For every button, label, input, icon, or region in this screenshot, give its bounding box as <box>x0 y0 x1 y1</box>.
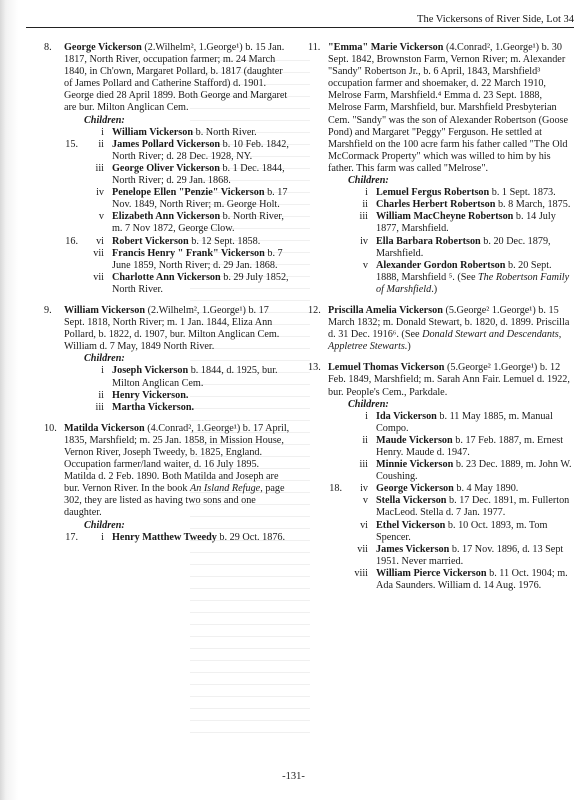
child-text <box>112 187 292 211</box>
child-details: b. 10 Oct. 1893, m. Tom Spencer. <box>376 519 548 543</box>
child-name: Minnie Vickerson <box>376 459 454 471</box>
person-name: "Emma" Marie Vickerson <box>328 42 444 53</box>
child-row <box>64 390 292 402</box>
child-ref-number <box>328 568 342 592</box>
header-title: The Vickersons of River Side, Lot 34 <box>417 14 574 25</box>
entry-text-cont: ) <box>407 341 411 353</box>
child-details: b. 23 Dec. 1889, m. John W. Coushing. <box>376 459 572 483</box>
genealogy-entry <box>44 42 292 296</box>
child-details: b. 1844, d. 1925, bur. Milton Anglican Cem. <box>112 365 278 389</box>
child-row <box>64 272 292 296</box>
child-details: b. 7 June 1859, North River; d. 29 Jan. 1868. <box>112 247 283 271</box>
child-ref-number <box>328 520 342 544</box>
child-ref-number: 16. <box>65 235 78 247</box>
child-roman-numeral: iii <box>359 459 368 471</box>
entry-text: (2.Wilhelm², 1.George¹) b. 15 Jan. 1817, North River, occupation farmer; m. 24 March 1840, in Ch'own, Margaret Pollard, b. 1817 (daughter of James Pollard and Catherine Stafford) d. 1901. George died 28 April 1899. Both George and Margaret are bur. Milton Anglican Cem. <box>64 42 288 114</box>
child-ref-number <box>328 199 342 211</box>
child-text <box>376 544 572 568</box>
child-roman-numeral: v <box>98 211 104 223</box>
entry-body <box>64 423 292 544</box>
children-label: Children: <box>348 175 389 187</box>
child-name: William Vickerson <box>112 126 194 138</box>
entry-body <box>328 305 572 353</box>
child-text <box>112 402 292 414</box>
child-ref-number <box>328 211 342 235</box>
child-details: b. 20 Dec. 1879, Marshfield. <box>376 235 551 259</box>
child-text <box>376 236 572 260</box>
child-roman-numeral: i <box>101 365 104 377</box>
child-details: b. 4 May 1890. <box>453 483 519 495</box>
entry-text-cont: , page 302, they are listed as having two sons and one daughter. <box>64 483 285 519</box>
child-name: Henry Matthew Tweedy <box>112 531 217 543</box>
child-row <box>64 236 292 248</box>
book-title: The Robertson Family of Marshfield <box>376 271 570 295</box>
child-roman-numeral: iii <box>95 162 104 174</box>
child-text <box>376 211 572 235</box>
child-name: Martha Vickerson. <box>112 401 195 413</box>
person-name: Lemuel Thomas Vickerson <box>328 362 445 374</box>
children-label: Children: <box>84 114 125 126</box>
child-ref-number <box>328 236 342 260</box>
person-name: William Vickerson <box>64 304 146 316</box>
child-name: James Pollard Vickerson <box>112 138 221 150</box>
child-name: Charles Herbert Robertson <box>376 199 496 211</box>
child-row <box>328 211 572 235</box>
entry-number: 13. <box>308 362 321 374</box>
child-name: Robert Vickerson <box>112 235 189 247</box>
child-details: b. 29 July 1852, North River. <box>112 271 289 295</box>
child-text <box>376 483 572 495</box>
entry-number: 8. <box>44 42 52 53</box>
child-roman-numeral: ii <box>362 199 368 211</box>
child-name: William Pierce Vickerson <box>376 567 487 579</box>
child-ref-number <box>64 272 78 296</box>
child-ref-number: 17. <box>65 531 78 543</box>
child-roman-numeral: vii <box>93 271 104 283</box>
child-details: b. 14 July 1877, Marshfield. <box>376 211 556 235</box>
child-row <box>64 127 292 139</box>
child-name: Alexander Gordon Robertson <box>376 259 506 271</box>
child-ref-number <box>328 495 342 519</box>
child-name: Ella Barbara Robertson <box>376 235 481 247</box>
entry-text: (2.Wilhelm², 1.George¹) b. 17 Sept. 1818, North River; m. 1 Jan. 1844, Eliza Ann Pollard, b. 1822, d. 1907, bur. Milton Anglican Cem. William d. 7 May, 1849 North River. <box>64 304 280 353</box>
child-details: b. 29 Oct. 1876. <box>216 531 286 543</box>
child-row <box>64 248 292 272</box>
child-row <box>64 365 292 389</box>
entry-text: (5.George² 1.George¹) b. 12 Feb. 1849, Marshfield; m. Sarah Ann Fair. Lemuel d. 1922, bur. People's Cem., Parkdale. <box>328 362 570 398</box>
child-text <box>112 211 292 235</box>
child-text <box>376 187 572 199</box>
child-ref-number <box>64 365 78 389</box>
entry-number: 10. <box>44 422 57 434</box>
child-row <box>64 532 292 544</box>
child-row <box>64 139 292 163</box>
child-details: b. 17 Feb. 1887, m. Ernest Henry. Maude d. 1947. <box>376 434 564 458</box>
child-ref-number: 18. <box>329 483 342 495</box>
child-name: William MacCheyne Robertson <box>376 211 514 223</box>
child-text <box>112 139 292 163</box>
child-roman-numeral: i <box>365 410 368 422</box>
child-details: b. 8 March, 1875. <box>495 199 571 211</box>
child-name: Ethel Vickerson <box>376 519 446 531</box>
right-column <box>308 42 572 592</box>
entry-number: 9. <box>44 304 52 316</box>
entry-body <box>64 42 292 296</box>
child-text <box>376 520 572 544</box>
entry-body <box>328 362 572 592</box>
children-label: Children: <box>84 353 125 365</box>
child-row <box>328 495 572 519</box>
entry-number: 11. <box>308 42 321 53</box>
child-ref-number <box>64 390 78 402</box>
child-roman-numeral: v <box>362 495 368 507</box>
child-text <box>112 236 292 248</box>
child-row <box>64 187 292 211</box>
child-row <box>328 260 572 296</box>
entry-body <box>64 305 292 414</box>
book-title: Donald Stewart and Descendants, Appletree Stewarts. <box>328 329 562 353</box>
child-text <box>112 365 292 389</box>
child-name: Ida Vickerson <box>376 410 437 422</box>
child-name: Penelope Ellen "Penzie" Vickerson <box>112 187 265 199</box>
child-roman-numeral: iv <box>360 483 368 495</box>
child-row <box>64 211 292 235</box>
child-details: b. 17 Nov. 1849, North River; m. George Holt. <box>112 187 288 211</box>
child-roman-numeral: vii <box>357 543 368 555</box>
child-name: Joseph Vickerson <box>112 365 189 377</box>
child-ref-number <box>328 260 342 296</box>
child-roman-numeral: v <box>362 259 368 271</box>
child-name: George Oliver Vickerson <box>112 162 220 174</box>
child-name: Lemuel Fergus Robertson <box>376 187 490 199</box>
child-name: Maude Vickerson <box>376 434 453 446</box>
child-roman-numeral: iv <box>96 187 104 199</box>
child-name: George Vickerson <box>376 483 454 495</box>
child-row <box>328 435 572 459</box>
child-details: b. 17 Dec. 1891, m. Fullerton MacLeod. Stella d. 7 Jan. 1977. <box>376 495 570 519</box>
child-ref-number <box>64 248 78 272</box>
entry-text: (4.Conrad², 1.George¹) b. 17 April, 1835, Marshfield; m. 25 Jan. 1858, in Mission House, Vernon River, Joseph Tweedy, b. 1825, England. Occupation farmer/land waiter, d. 16 July 1895. Matilda d. 2 Feb. 1890. Both Matilda and Joseph are bur. Vernon River. In the book <box>64 422 290 495</box>
child-details: b. 11 May 1885, m. Manual Compo. <box>376 410 553 434</box>
child-details: b. 17 Nov. 1896, d. 13 Sept 1951. Never married. <box>376 543 564 567</box>
child-ref-number <box>328 411 342 435</box>
genealogy-entry <box>308 362 572 592</box>
child-ref-number <box>64 211 78 235</box>
child-roman-numeral: ii <box>362 434 368 446</box>
child-ref-number <box>64 163 78 187</box>
child-text <box>376 435 572 459</box>
child-ref-number <box>64 187 78 211</box>
child-ref-number <box>328 187 342 199</box>
child-roman-numeral: iv <box>360 235 368 247</box>
child-name: Elizabeth Ann Vickerson <box>112 211 221 223</box>
child-row <box>64 163 292 187</box>
child-ref-number <box>328 544 342 568</box>
child-details: b. 11 Oct. 1904; m. Ada Saunders. William d. 14 Aug. 1976. <box>376 567 568 592</box>
child-text <box>112 127 292 139</box>
child-roman-numeral: iii <box>95 401 104 413</box>
child-row <box>328 568 572 592</box>
child-text <box>376 260 572 296</box>
child-text <box>112 248 292 272</box>
child-name: Francis Henry " Frank" Vickerson <box>112 247 265 259</box>
children-label: Children: <box>84 519 125 531</box>
child-row <box>328 236 572 260</box>
child-text <box>112 532 292 544</box>
child-roman-numeral: vi <box>360 519 368 531</box>
child-name: Charlotte Ann Vickerson <box>112 271 221 283</box>
child-name: Stella Vickerson <box>376 495 447 507</box>
child-details: b. 1 Sept. 1873. <box>489 187 556 199</box>
child-roman-numeral: viii <box>354 567 368 579</box>
child-details-cont: .) <box>431 283 438 295</box>
child-roman-numeral: vi <box>96 235 104 247</box>
child-details: b. 1 Dec. 1844, North River; d. 29 Jan. 1868. <box>112 162 285 187</box>
entry-body <box>328 42 572 296</box>
child-ref-number <box>328 459 342 483</box>
child-row <box>328 187 572 199</box>
child-row <box>328 544 572 568</box>
child-text <box>376 495 572 519</box>
child-details: b. 20 Sept. 1888, Marshfield ⁵. (See <box>376 259 552 283</box>
child-text <box>376 459 572 483</box>
child-text <box>376 411 572 435</box>
entry-text: (5.George² 1.George¹) b. 15 March 1832; m. Donald Stewart, b. 1820, d. 1899. Priscilla d. 31 Dec. 1916⁶. (See <box>328 304 570 341</box>
page-header <box>26 14 574 28</box>
child-roman-numeral: ii <box>98 389 104 401</box>
page-number: -131- <box>282 771 305 782</box>
genealogy-entry <box>308 305 572 353</box>
child-ref-number: 15. <box>65 138 78 150</box>
child-text <box>376 199 572 211</box>
child-roman-numeral: vii <box>93 247 104 259</box>
genealogy-entry <box>44 305 292 414</box>
child-row <box>64 402 292 414</box>
child-ref-number <box>64 402 78 414</box>
child-roman-numeral: ii <box>98 138 104 150</box>
child-text <box>376 568 572 592</box>
children-label: Children: <box>348 398 389 410</box>
child-details: b. North River. <box>193 126 257 138</box>
person-name: George Vickerson <box>64 42 142 53</box>
child-ref-number <box>328 435 342 459</box>
book-title: An Island Refuge <box>190 483 261 495</box>
child-roman-numeral: iii <box>359 211 368 223</box>
person-name: Matilda Vickerson <box>64 422 145 434</box>
child-row <box>328 483 572 495</box>
child-details: b. 10 Feb. 1842, North River; d. 28 Dec. 1928, NY. <box>112 138 289 162</box>
child-roman-numeral: i <box>101 126 104 138</box>
child-row <box>328 411 572 435</box>
genealogy-entry <box>308 42 572 296</box>
child-row <box>328 520 572 544</box>
entry-text: (4.Conrad², 1.George¹) b. 30 Sept. 1842, Brownston Farm, Vernon River; m. Alexander "Sandy" Robertson Jr., b. 6 April, 1843, Marshfield³ occupation farmer and shoemaker, d. 22 March 1910, Melrose Farm, Marshfield.⁴ Emma d. 23 Sept. 1888, Melrose Farm, Marshfield, bur. Marshfield Presbyterian Cem. "Sandy" was the son of Alexander Robertson (Goose Pond) and Margaret "Peggy" Ferguson. He settled at Marshfield on the 100 acre farm his father called "The Old McCormack Property" which was willed to him by his father. This farm was called "Melrose". <box>328 42 569 174</box>
child-details: b. North River, m. 7 Nov 1872, George Clow. <box>112 211 284 235</box>
person-name: Priscilla Amelia Vickerson <box>328 304 443 316</box>
child-roman-numeral: i <box>101 531 104 543</box>
child-text <box>112 163 292 187</box>
child-row <box>328 199 572 211</box>
child-text <box>112 390 292 402</box>
genealogy-entry <box>44 423 292 544</box>
child-name: James Vickerson <box>376 543 450 555</box>
child-ref-number <box>64 127 78 139</box>
entry-number: 12. <box>308 304 321 316</box>
child-name: Henry Vickerson. <box>112 389 189 401</box>
child-row <box>328 459 572 483</box>
child-roman-numeral: i <box>365 187 368 199</box>
child-details: b. 12 Sept. 1858. <box>188 235 261 247</box>
left-column <box>44 42 292 544</box>
child-text <box>112 272 292 296</box>
